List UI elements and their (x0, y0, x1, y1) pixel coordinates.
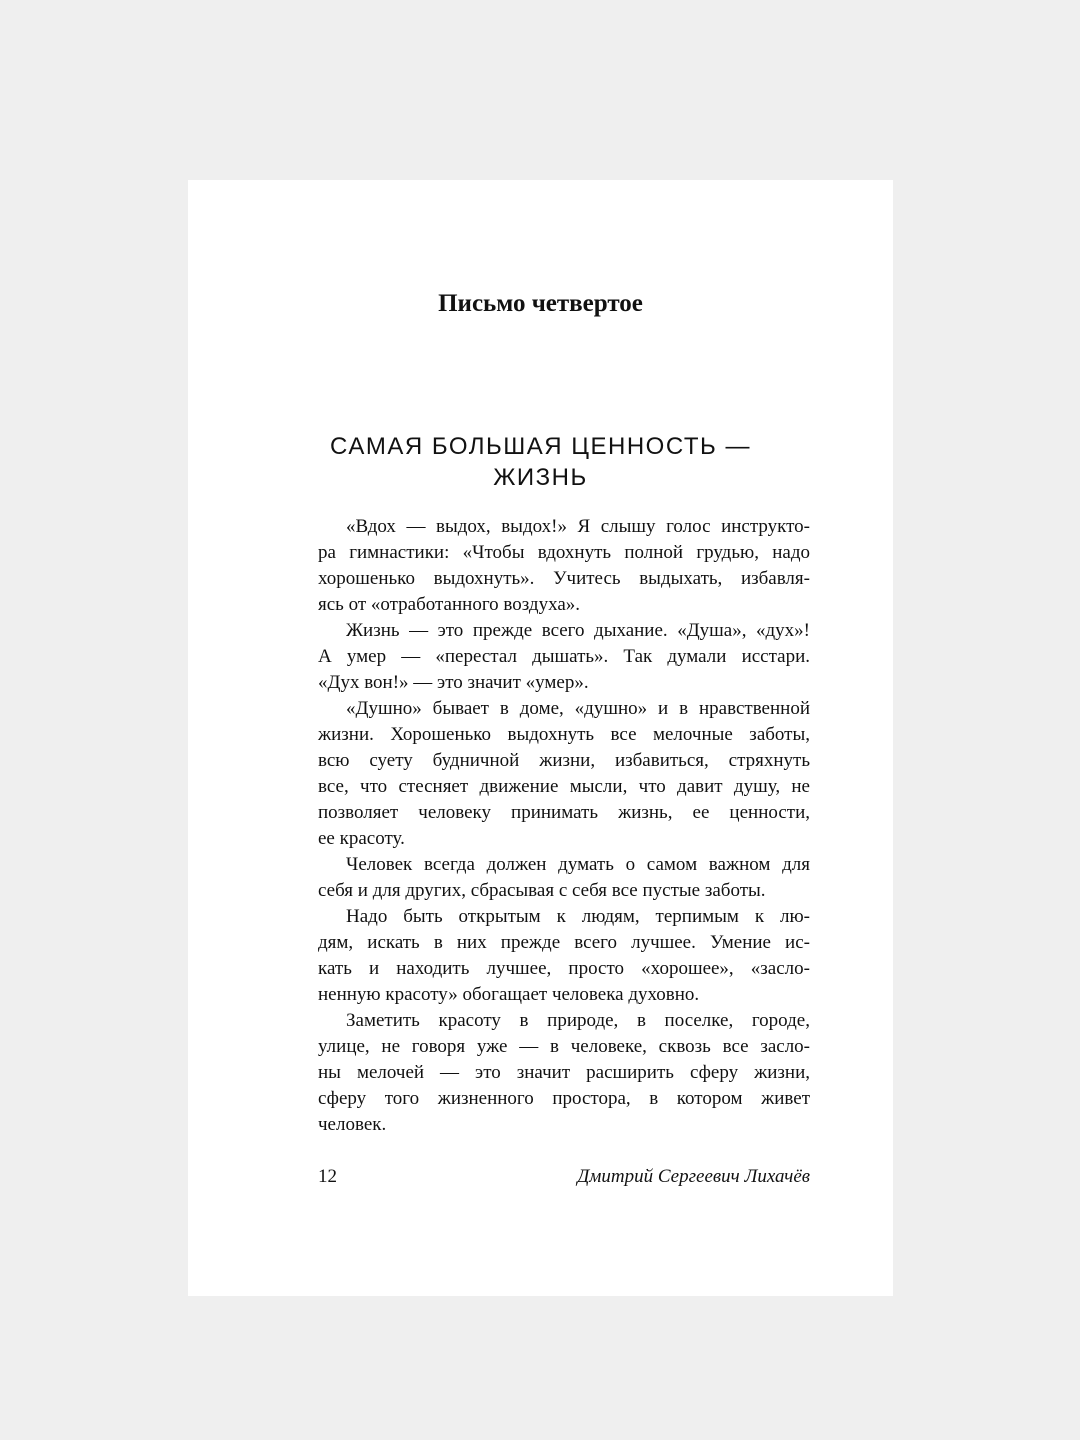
paragraph (318, 852, 810, 904)
author-name: Дмитрий Сергеевич Лихачёв (577, 1166, 810, 1187)
text-line: ра гимнастики: «Чтобы вдохнуть полной грудью, надо (318, 542, 810, 563)
book-page (188, 180, 893, 1296)
letter-title: Письмо четвертое (438, 290, 643, 317)
text-line: жизни. Хорошенько выдохнуть все мелочные заботы, (318, 724, 810, 745)
text-line: «Дух вон!» — это значит «умер». (318, 672, 589, 693)
paragraph (318, 618, 810, 696)
text-line: «Вдох — выдох, выдох!» Я слышу голос инструкто- (346, 516, 810, 537)
chapter-title-line: САМАЯ БОЛЬШАЯ ЦЕННОСТЬ — (330, 433, 751, 460)
text-line: Надо быть открытым к людям, терпимым к лю- (346, 906, 810, 927)
text-line: Жизнь — это прежде всего дыхание. «Душа», «дух»! (346, 620, 810, 641)
text-line: человек. (318, 1114, 387, 1135)
paragraph (318, 514, 810, 618)
text-line: позволяет человеку принимать жизнь, ее ценности, (318, 802, 810, 823)
text-line: ясь от «отработанного воздуха». (318, 594, 581, 615)
chapter-title (188, 431, 893, 493)
text-line: кать и находить лучшее, просто «хорошее», «засло- (318, 958, 810, 979)
body-text (318, 514, 810, 1138)
text-line: сферу того жизненного простора, в котором живет (318, 1088, 810, 1109)
chapter-title-line: ЖИЗНЬ (493, 464, 588, 491)
text-line: хорошенько выдохнуть». Учитесь выдыхать, избавля- (318, 568, 810, 589)
text-line: Заметить красоту в природе, в поселке, городе, (346, 1010, 810, 1031)
text-line: все, что стесняет движение мысли, что давит душу, не (318, 776, 810, 797)
text-line: дям, искать в них прежде всего лучшее. Умение ис- (318, 932, 810, 953)
text-line: себя и для других, сбрасывая с себя все пустые заботы. (318, 880, 766, 901)
text-line: ны мелочей — это значит расширить сферу жизни, (318, 1062, 810, 1083)
paragraph (318, 1008, 810, 1138)
text-line: Человек всегда должен думать о самом важном для (346, 854, 810, 875)
text-line: ненную красоту» обогащает человека духовно. (318, 984, 700, 1005)
page-number: 12 (318, 1166, 337, 1187)
text-line: всю суету будничной жизни, избавиться, стряхнуть (318, 750, 810, 771)
text-line: улице, не говоря уже — в человеке, сквозь все засло- (318, 1036, 810, 1057)
text-line: ее красоту. (318, 828, 405, 849)
text-line: «Душно» бывает в доме, «душно» и в нравственной (346, 698, 810, 719)
text-line: А умер — «перестал дышать». Так думали исстари. (318, 646, 810, 667)
paragraph (318, 904, 810, 1008)
paragraph (318, 696, 810, 852)
